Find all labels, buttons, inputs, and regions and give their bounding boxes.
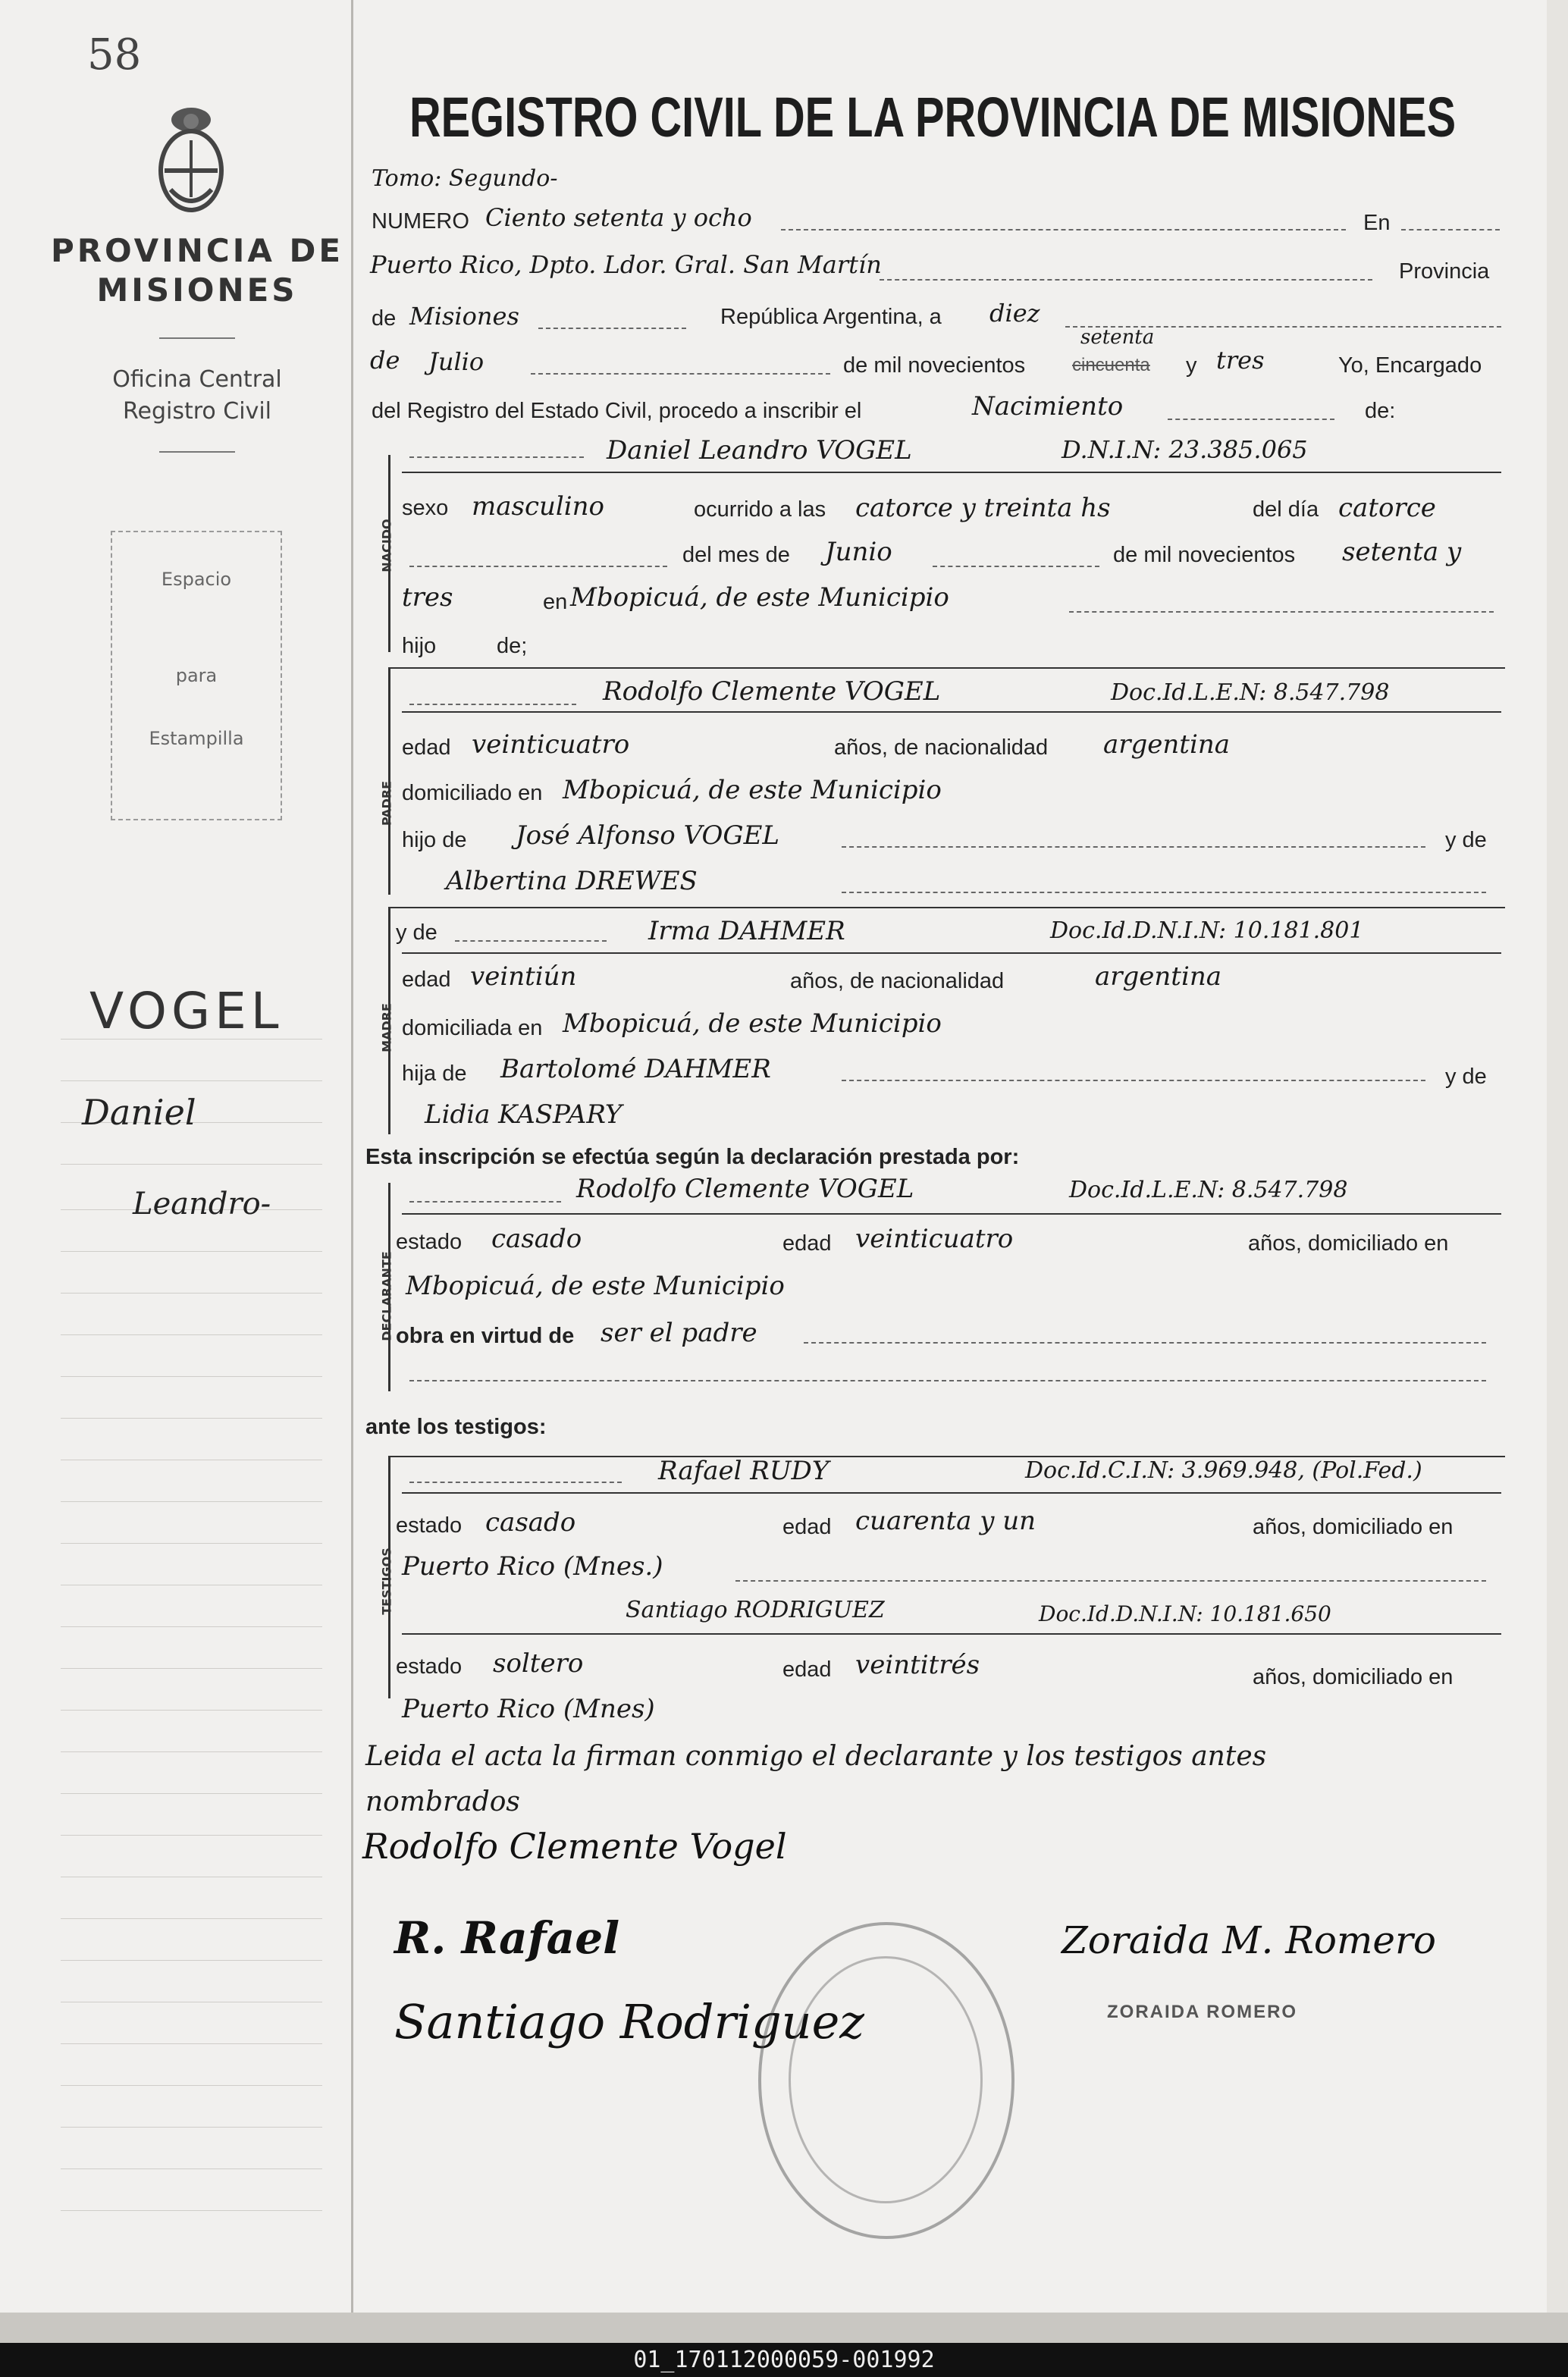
page-title: REGISTRO CIVIL DE LA PROVINCIA DE MISIONES: [409, 86, 1457, 149]
image-identifier: 01_170112000059-001992: [0, 2343, 1568, 2377]
section-label-nacido: NACIDO: [379, 519, 394, 572]
witnesses-intro: ante los testigos:: [365, 1415, 547, 1439]
month: Julio: [428, 347, 485, 376]
label: de;: [497, 634, 528, 658]
mother-age: veintiún: [470, 961, 577, 992]
label: del Registro del Estado Civil, procedo a inscribir el: [372, 399, 862, 423]
witness-2-status: soltero: [493, 1648, 584, 1679]
witness-2-signature: Santiago Rodriguez: [394, 1994, 864, 2049]
divider: [159, 451, 235, 453]
coat-of-arms-icon: [148, 99, 235, 224]
maternal-grandmother: Lidia KASPARY: [425, 1099, 622, 1130]
label: estado: [396, 1654, 463, 1679]
label: Yo, Encargado: [1338, 353, 1482, 378]
father-name: Rodolfo Clemente VOGEL: [603, 676, 941, 707]
declaration-intro: Esta inscripción se efectúa según la declaración prestada por:: [365, 1145, 1020, 1169]
divider: [159, 337, 235, 339]
label: NUMERO: [372, 209, 469, 234]
place: Puerto Rico, Dpto. Ldor. Gral. San Martín: [370, 250, 882, 279]
label: Provincia: [1399, 259, 1490, 284]
label: sexo: [402, 496, 449, 520]
witness-1-document: Doc.Id.C.I.N: 3.969.948, (Pol.Fed.): [1025, 1457, 1422, 1484]
label: hija de: [402, 1061, 467, 1086]
label: edad: [402, 967, 451, 992]
officer-signature: Zoraida M. Romero: [1062, 1918, 1436, 1962]
father-document: Doc.Id.L.E.N: 8.547.798: [1111, 679, 1390, 706]
margin-divider: [351, 0, 353, 2313]
label: estado: [396, 1513, 463, 1538]
father-nationality: argentina: [1103, 729, 1231, 760]
act-number: Ciento setenta y ocho: [485, 203, 752, 232]
section-label-padre: PADRE: [379, 780, 394, 826]
correction: setenta: [1080, 326, 1155, 349]
witness-1-status: casado: [485, 1507, 576, 1538]
father-address: Mbopicuá, de este Municipio: [563, 775, 942, 805]
birth-day: catorce: [1338, 493, 1436, 523]
label: estado: [396, 1230, 463, 1254]
label: de: [372, 306, 397, 331]
page-edge: [0, 2313, 1568, 2343]
witness-1-signature: R. Rafael: [394, 1912, 620, 1964]
child-document: D.N.I.N: 23.385.065: [1062, 435, 1308, 464]
mother-name: Irma DAHMER: [648, 916, 845, 946]
witness-2-document: Doc.Id.D.N.I.N: 10.181.650: [1039, 1601, 1331, 1626]
label: años, domiciliado en: [1248, 1231, 1449, 1256]
declarant-name: Rodolfo Clemente VOGEL: [576, 1174, 914, 1204]
official-seal-inner-ring: [789, 1956, 983, 2203]
witness-2-name: Santiago RODRIGUEZ: [626, 1597, 885, 1623]
label: hijo: [402, 634, 437, 658]
margin-given-name: Leandro-: [133, 1187, 271, 1221]
label: de mil novecientos: [843, 353, 1026, 378]
child-name: Daniel Leandro VOGEL: [607, 435, 912, 466]
province: Misiones: [409, 302, 519, 331]
label: del mes de: [682, 543, 790, 567]
province-heading: PROVINCIA DE MISIONES: [50, 232, 344, 309]
birth-year: tres: [402, 582, 453, 613]
label: ocurrido a las: [694, 497, 826, 522]
label: edad: [782, 1231, 832, 1256]
label: edad: [782, 1515, 832, 1539]
stamp-space-box: [111, 531, 282, 820]
label: y de: [1445, 1065, 1487, 1089]
label: años, domiciliado en: [1253, 1515, 1454, 1539]
section-label-testigos: TESTIGOS: [379, 1548, 394, 1615]
declarant-age: veinticuatro: [855, 1224, 1014, 1254]
margin-surname: VOGEL: [89, 982, 284, 1040]
act-type: Nacimiento: [972, 391, 1124, 422]
label: obra en virtud de: [396, 1324, 575, 1348]
label: República Argentina, a: [720, 305, 942, 329]
label: y de: [1445, 828, 1487, 852]
maternal-grandfather: Bartolomé DAHMER: [500, 1054, 771, 1084]
struck-text: cincuenta: [1072, 355, 1150, 375]
declarant-address: Mbopicuá, de este Municipio: [406, 1271, 785, 1301]
office-name: [45, 364, 349, 428]
label: domiciliada en: [402, 1016, 543, 1040]
stamp-space-label: Espacio: [161, 569, 232, 590]
declarant-signature: Rodolfo Clemente Vogel: [362, 1826, 787, 1867]
birth-year: setenta y: [1342, 537, 1462, 567]
section-label-madre: MADRE: [379, 1003, 394, 1052]
folio-number: 58: [87, 30, 142, 80]
mother-nationality: argentina: [1095, 961, 1222, 992]
label: en: [543, 590, 568, 614]
office-line-2: Registro Civil: [123, 398, 271, 425]
label: En: [1363, 211, 1391, 235]
father-age: veinticuatro: [472, 729, 630, 760]
declarant-document: Doc.Id.L.E.N: 8.547.798: [1069, 1177, 1348, 1203]
birth-time: catorce y treinta hs: [855, 493, 1111, 523]
year-units: tres: [1216, 346, 1265, 375]
witness-2-age: veintitrés: [855, 1650, 980, 1680]
label: domiciliado en: [402, 781, 543, 805]
witness-1-address: Puerto Rico (Mnes.): [402, 1551, 663, 1582]
closing-statement: Leida el acta la firman conmigo el declarante y los testigos antes: [365, 1741, 1267, 1772]
paternal-grandfather: José Alfonso VOGEL: [516, 820, 779, 851]
page-edge: [1547, 0, 1568, 2313]
label: y: [1186, 353, 1197, 378]
label: edad: [402, 735, 451, 760]
tomo: Tomo: Segundo-: [372, 165, 558, 192]
officer-stamp-text: ZORAIDA ROMERO: [1107, 2002, 1298, 2022]
margin-given-name: Daniel: [82, 1092, 196, 1133]
paternal-grandmother: Albertina DREWES: [446, 866, 698, 896]
closing-statement: nombrados: [365, 1786, 520, 1817]
section-label-declarante: DECLARANTE: [379, 1251, 394, 1341]
label: de: [370, 346, 400, 375]
label: de mil novecientos: [1113, 543, 1296, 567]
witness-1-age: cuarenta y un: [855, 1506, 1036, 1536]
day: diez: [989, 299, 1040, 328]
label: años, de nacionalidad: [790, 969, 1005, 993]
declarant-status: casado: [491, 1224, 582, 1254]
label: y de: [396, 920, 437, 945]
label: hijo de: [402, 828, 467, 852]
sex: masculino: [472, 491, 605, 522]
label: años, domiciliado en: [1253, 1665, 1454, 1689]
witness-2-address: Puerto Rico (Mnes): [402, 1694, 655, 1724]
birth-place: Mbopicuá, de este Municipio: [570, 582, 949, 613]
stamp-space-label: para: [175, 665, 218, 686]
label: de:: [1365, 399, 1396, 423]
witness-1-name: Rafael RUDY: [658, 1456, 829, 1486]
label: del día: [1253, 497, 1319, 522]
label: años, de nacionalidad: [834, 735, 1049, 760]
stamp-space-label: Estampilla: [149, 728, 244, 749]
office-line-1: Oficina Central: [112, 366, 282, 393]
mother-document: Doc.Id.D.N.I.N: 10.181.801: [1050, 917, 1364, 944]
mother-address: Mbopicuá, de este Municipio: [563, 1008, 942, 1039]
declarant-capacity: ser el padre: [601, 1318, 757, 1348]
birth-month: Junio: [825, 537, 892, 567]
label: edad: [782, 1657, 832, 1682]
